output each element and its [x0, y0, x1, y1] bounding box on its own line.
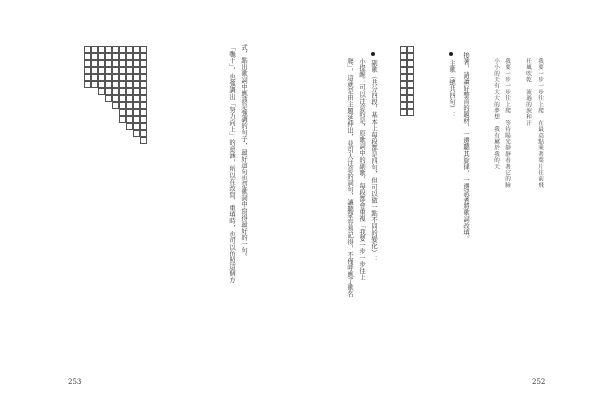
grid-cell: [119, 74, 126, 81]
grid-cell: [84, 81, 91, 88]
grid-cell: [126, 102, 133, 109]
grid-cell: [105, 81, 112, 88]
lyric-line: 我要一步一步往上爬 在最高點乘著葉片往前飛: [537, 58, 543, 189]
lyric-line: 任風吹乾 流過的淚和汗: [525, 58, 531, 127]
grid-cell: [133, 67, 140, 74]
grid-cell: [133, 46, 140, 53]
grid-cell: [133, 109, 140, 116]
grid-cell: [140, 116, 147, 123]
lyric-line: 我要一步一步往上爬 等待陽光靜靜看著它的臉: [504, 58, 510, 189]
grid-cell: [84, 60, 91, 67]
grid-cell: [407, 46, 414, 53]
grid-cell: [98, 67, 105, 74]
page-number: 253: [68, 378, 82, 386]
grid-cell: [112, 60, 119, 67]
grid-cell: [119, 95, 126, 102]
grid-cell: [119, 116, 126, 123]
grid-cell: [140, 67, 147, 74]
grid-cell: [112, 81, 119, 88]
grid-cell: [407, 53, 414, 60]
grid-cell: [112, 74, 119, 81]
grid-cell: [126, 123, 133, 130]
grid-cell: [119, 102, 126, 109]
page-number: 252: [532, 378, 546, 386]
grid-cell: [119, 60, 126, 67]
grid-cell: [407, 102, 414, 109]
grid-cell: [140, 123, 147, 130]
grid-cell: [407, 88, 414, 95]
grid-cell: [91, 67, 98, 74]
grid-cell: [91, 46, 98, 53]
manuscript-grid: [84, 46, 224, 196]
grid-cell: [133, 102, 140, 109]
grid-cell: [400, 88, 407, 95]
grid-cell: [400, 109, 407, 116]
grid-cell: [140, 74, 147, 81]
grid-cell: [407, 109, 414, 116]
grid-cell: [400, 81, 407, 88]
grid-cell: [140, 46, 147, 53]
grid-cell: [112, 67, 119, 74]
grid-cell: [112, 88, 119, 95]
grid-cell: [140, 81, 147, 88]
grid-cell: [84, 53, 91, 60]
grid-cell: [84, 46, 91, 53]
grid-cell: [98, 74, 105, 81]
grid-cell: [133, 60, 140, 67]
bullet-icon: [449, 52, 453, 56]
grid-cell: [119, 67, 126, 74]
grid-cell: [84, 67, 91, 74]
grid-cell: [105, 60, 112, 67]
grid-cell: [400, 53, 407, 60]
grid-cell: [140, 109, 147, 116]
grid-cell: [126, 67, 133, 74]
grid-cell: [91, 74, 98, 81]
grid-cell: [98, 46, 105, 53]
grid-cell: [119, 53, 126, 60]
grid-cell: [133, 130, 140, 137]
grid-cell: [105, 53, 112, 60]
grid-cell: [119, 81, 126, 88]
bullet-icon: [371, 52, 375, 56]
manuscript-grid: [400, 46, 420, 136]
grid-cell: [126, 116, 133, 123]
lyric-line: 小小的天有大大的夢想 我有屬於我的天: [493, 58, 499, 170]
grid-cell: [112, 102, 119, 109]
grid-cell: [105, 88, 112, 95]
grid-cell: [126, 74, 133, 81]
grid-cell: [133, 74, 140, 81]
grid-cell: [140, 130, 147, 137]
grid-cell: [84, 74, 91, 81]
grid-cell: [407, 74, 414, 81]
grid-cell: [126, 46, 133, 53]
grid-cell: [407, 67, 414, 74]
grid-cell: [105, 95, 112, 102]
grid-cell: [400, 67, 407, 74]
note-line: 小提醒：可以注意的是，原歌詞中的副歌，每段都會重複「我要一步一步往上: [358, 58, 365, 281]
grid-cell: [140, 102, 147, 109]
grid-cell: [133, 95, 140, 102]
paragraph-line: 「嘸干」，也強調出「努力向上」的意涵，所以在改寫、重填時，也可以仿照這個方: [228, 44, 235, 284]
paragraph-line: 式，點出歌詞中應該是強調的句子，最好這句也是歌詞中寫得最好的一句。: [240, 44, 247, 261]
grid-cell: [119, 109, 126, 116]
grid-cell: [407, 60, 414, 67]
grid-cell: [112, 95, 119, 102]
verse-heading-text: 主歌（總共四句）：: [448, 59, 455, 119]
grid-cell: [98, 81, 105, 88]
grid-cell: [133, 81, 140, 88]
grid-cell: [407, 81, 414, 88]
grid-cell: [105, 74, 112, 81]
grid-cell: [133, 123, 140, 130]
grid-cell: [126, 60, 133, 67]
grid-cell: [407, 95, 414, 102]
grid-cell: [140, 88, 147, 95]
grid-cell: [91, 81, 98, 88]
chorus-heading: [368, 52, 379, 332]
grid-cell: [400, 74, 407, 81]
grid-cell: [126, 95, 133, 102]
grid-cell: [140, 137, 147, 144]
grid-cell: [119, 46, 126, 53]
chorus-heading-text: 副歌（共分四段，基本上每段都是四句，但可以做一點不同的變化）：: [370, 59, 377, 263]
grid-cell: [105, 46, 112, 53]
grid-cell: [126, 81, 133, 88]
grid-cell: [400, 102, 407, 109]
verse-heading: [446, 52, 457, 172]
grid-cell: [140, 53, 147, 60]
grid-cell: [140, 95, 147, 102]
instruction-line: 接著，請讀好整首的題材，一邊聽其旋律，一邊試著將歌詞改填。: [462, 52, 469, 242]
grid-cell: [91, 53, 98, 60]
grid-cell: [400, 46, 407, 53]
grid-cell: [126, 53, 133, 60]
grid-cell: [119, 88, 126, 95]
grid-cell: [91, 60, 98, 67]
grid-cell: [140, 60, 147, 67]
grid-cell: [133, 53, 140, 60]
grid-cell: [133, 116, 140, 123]
right-page: [300, 0, 600, 405]
grid-cell: [126, 109, 133, 116]
grid-cell: [400, 95, 407, 102]
note-line: 爬」，這就是由主題延伸出，並引人注意的詞句，讓聽眾容易記得，不僅呼應了歌名: [346, 58, 353, 298]
grid-cell: [112, 53, 119, 60]
grid-cell: [112, 46, 119, 53]
grid-cell: [126, 88, 133, 95]
grid-cell: [133, 88, 140, 95]
grid-cell: [98, 60, 105, 67]
grid-cell: [98, 53, 105, 60]
grid-cell: [105, 67, 112, 74]
grid-cell: [400, 60, 407, 67]
grid-cell: [98, 88, 105, 95]
